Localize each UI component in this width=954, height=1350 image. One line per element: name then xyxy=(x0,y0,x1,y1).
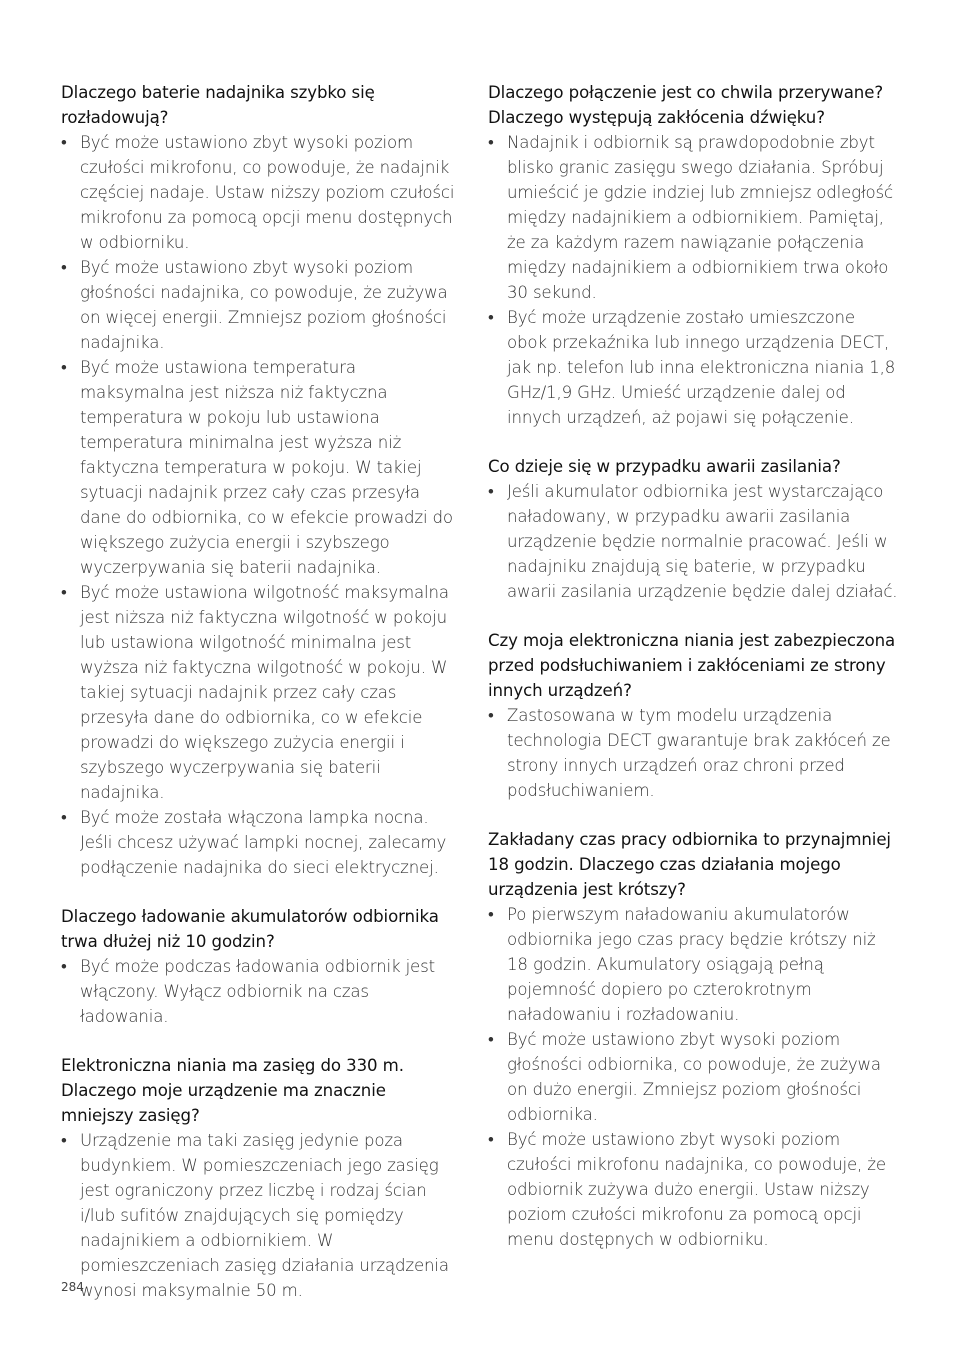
faq-item xyxy=(488,827,898,1252)
faq-answer xyxy=(61,130,461,255)
bullet-icon: • xyxy=(488,308,494,327)
right-column xyxy=(488,80,898,1276)
faq-answer-list xyxy=(61,130,461,880)
faq-answer xyxy=(488,1027,898,1127)
faq-answer xyxy=(61,954,461,1029)
faq-answer xyxy=(488,305,898,430)
faq-answer-text: Jeśli akumulator odbiornika jest wystarczająco naładowany, w przypadku awarii zasilania urządzenie będzie normalnie pracować. Jeśli w nadajniku znajdują się baterie, w przypadku awarii zasilania urządzenie będzie dalej działać. xyxy=(507,482,898,601)
bullet-icon: • xyxy=(488,1030,494,1049)
faq-question: Dlaczego połączenie jest co chwila przerywane? Dlaczego występują zakłócenia dźwięku? xyxy=(488,83,884,127)
faq-item xyxy=(61,1053,461,1303)
faq-answer-text: Po pierwszym naładowaniu akumulatorów odbiornika jego czas pracy będzie krótszy niż 18 godzin. Akumulatory osiągają pełną pojemność dopiero po czterokrotnym naładowaniu i rozładowaniu. xyxy=(507,905,876,1024)
faq-answer-text: Być może urządzenie zostało umieszczone obok przekaźnika lub innego urządzenia DECT, jak np. telefon lub inna elektroniczna niania 1,8 GHz/1,9 GHz. Umieść urządzenie dalej od innych urządzeń, aż pojawi się połączenie. xyxy=(507,308,896,427)
faq-answer-text: Być może ustawiono zbyt wysoki poziom czułości mikrofonu, co powoduje, że nadajnik częściej nadaje. Ustaw niższy poziom czułości mikrofonu za pomocą opcji menu dostępnych w odbiorniku. xyxy=(80,133,455,252)
faq-answer xyxy=(61,355,461,580)
faq-answer-list xyxy=(61,954,461,1029)
bullet-icon: • xyxy=(61,957,67,976)
faq-answer-text: Być może ustawiona wilgotność maksymalna jest niższa niż faktyczna wilgotność w pokoju lub ustawiona wilgotność minimalna jest wyższa niż faktyczna wilgotność w pokoju. W takiej sytuacji nadajnik przez cały czas przesyła dane do odbiornika, co w efekcie prowadzi do większego zużycia energii i szybszego wyczerpywania się baterii nadajnika. xyxy=(80,583,449,802)
faq-answer-list xyxy=(488,902,898,1252)
faq-answer-text: Być może podczas ładowania odbiornik jest włączony. Wyłącz odbiornik na czas ładowania. xyxy=(80,957,435,1026)
faq-answer xyxy=(61,1128,461,1303)
bullet-icon: • xyxy=(488,482,494,501)
bullet-icon: • xyxy=(61,133,67,152)
faq-answer-text: Być może ustawiona temperatura maksymalna jest niższa niż faktyczna temperatura w pokoju lub ustawiona temperatura minimalna jest wyższa niż faktyczna temperatura w pokoju. W takiej sytuacji nadajnik przez cały czas przesyła dane do odbiornika, co w efekcie prowadzi do większego zużycia energii i szybszego wyczerpywania się baterii nadajnika. xyxy=(80,358,453,577)
bullet-icon: • xyxy=(61,583,67,602)
page-number: 284 xyxy=(61,1280,84,1294)
faq-answer-text: Nadajnik i odbiornik są prawdopodobnie zbyt blisko granic zasięgu swego działania. Spróbuj umieścić je gdzie indziej lub zmniejsz odległość między nadajnikiem a odbiornikiem. Pamiętaj, że za każdym razem nawiązanie połączenia między nadajnikiem a odbiornikiem trwa około 30 sekund. xyxy=(507,133,894,302)
faq-answer xyxy=(61,580,461,805)
left-column xyxy=(61,80,461,1327)
faq-answer-list xyxy=(488,703,898,803)
faq-answer xyxy=(488,902,898,1027)
faq-answer-text: Urządzenie ma taki zasięg jedynie poza budynkiem. W pomieszczeniach jego zasięg jest ograniczony przez liczbę i rodzaj ścian i/lub sufitów znajdujących się pomiędzy nadajnikiem a odbiornikiem. W pomieszczeniach zasięg działania urządzenia wynosi maksymalnie 50 m. xyxy=(80,1131,449,1300)
bullet-icon: • xyxy=(61,358,67,377)
faq-item xyxy=(488,454,898,604)
faq-answer xyxy=(488,130,898,305)
bullet-icon: • xyxy=(61,1131,67,1150)
faq-answer-text: Być może została włączona lampka nocna. Jeśli chcesz używać lampki nocnej, zalecamy podłączenie nadajnika do sieci elektrycznej. xyxy=(80,808,447,877)
faq-item xyxy=(61,80,461,880)
bullet-icon: • xyxy=(61,808,67,827)
bullet-icon: • xyxy=(488,1130,494,1149)
faq-question: Zakładany czas pracy odbiornika to przynajmniej 18 godzin. Dlaczego czas działania mojego urządzenia jest krótszy? xyxy=(488,830,891,899)
faq-question: Co dzieje się w przypadku awarii zasilania? xyxy=(488,457,841,476)
faq-answer-list xyxy=(61,1128,461,1303)
faq-answer xyxy=(61,805,461,880)
faq-item xyxy=(61,904,461,1029)
faq-answer-text: Być może ustawiono zbyt wysoki poziom głośności odbiornika, co powoduje, że zużywa on dużo energii. Zmniejsz poziom głośności odbiornika. xyxy=(507,1030,881,1124)
faq-answer xyxy=(488,479,898,604)
bullet-icon: • xyxy=(488,905,494,924)
faq-answer xyxy=(61,255,461,355)
faq-answer-text: Być może ustawiono zbyt wysoki poziom głośności nadajnika, co powoduje, że zużywa on więcej energii. Zmniejsz poziom głośności nadajnika. xyxy=(80,258,448,352)
faq-question: Elektroniczna niania ma zasięg do 330 m. Dlaczego moje urządzenie ma znacznie mniejszy zasięg? xyxy=(61,1056,404,1125)
bullet-icon: • xyxy=(61,258,67,277)
faq-item xyxy=(488,628,898,803)
faq-answer xyxy=(488,1127,898,1252)
faq-answer-list xyxy=(488,479,898,604)
faq-question: Dlaczego ładowanie akumulatorów odbiornika trwa dłużej niż 10 godzin? xyxy=(61,907,439,951)
faq-answer-text: Zastosowana w tym modelu urządzenia technologia DECT gwarantuje brak zakłóceń ze strony innych urządzeń oraz chroni przed podsłuchiwaniem. xyxy=(507,706,891,800)
faq-answer-list xyxy=(488,130,898,430)
faq-question: Dlaczego baterie nadajnika szybko się rozładowują? xyxy=(61,83,375,127)
bullet-icon: • xyxy=(488,706,494,725)
faq-question: Czy moja elektroniczna niania jest zabezpieczona przed podsłuchiwaniem i zakłóceniami ze strony innych urządzeń? xyxy=(488,631,896,700)
faq-item xyxy=(488,80,898,430)
bullet-icon: • xyxy=(488,133,494,152)
faq-answer xyxy=(488,703,898,803)
faq-answer-text: Być może ustawiono zbyt wysoki poziom czułości mikrofonu nadajnika, co powoduje, że odbiornik zużywa dużo energii. Ustaw niższy poziom czułości mikrofonu za pomocą opcji menu dostępnych w odbiorniku. xyxy=(507,1130,886,1249)
